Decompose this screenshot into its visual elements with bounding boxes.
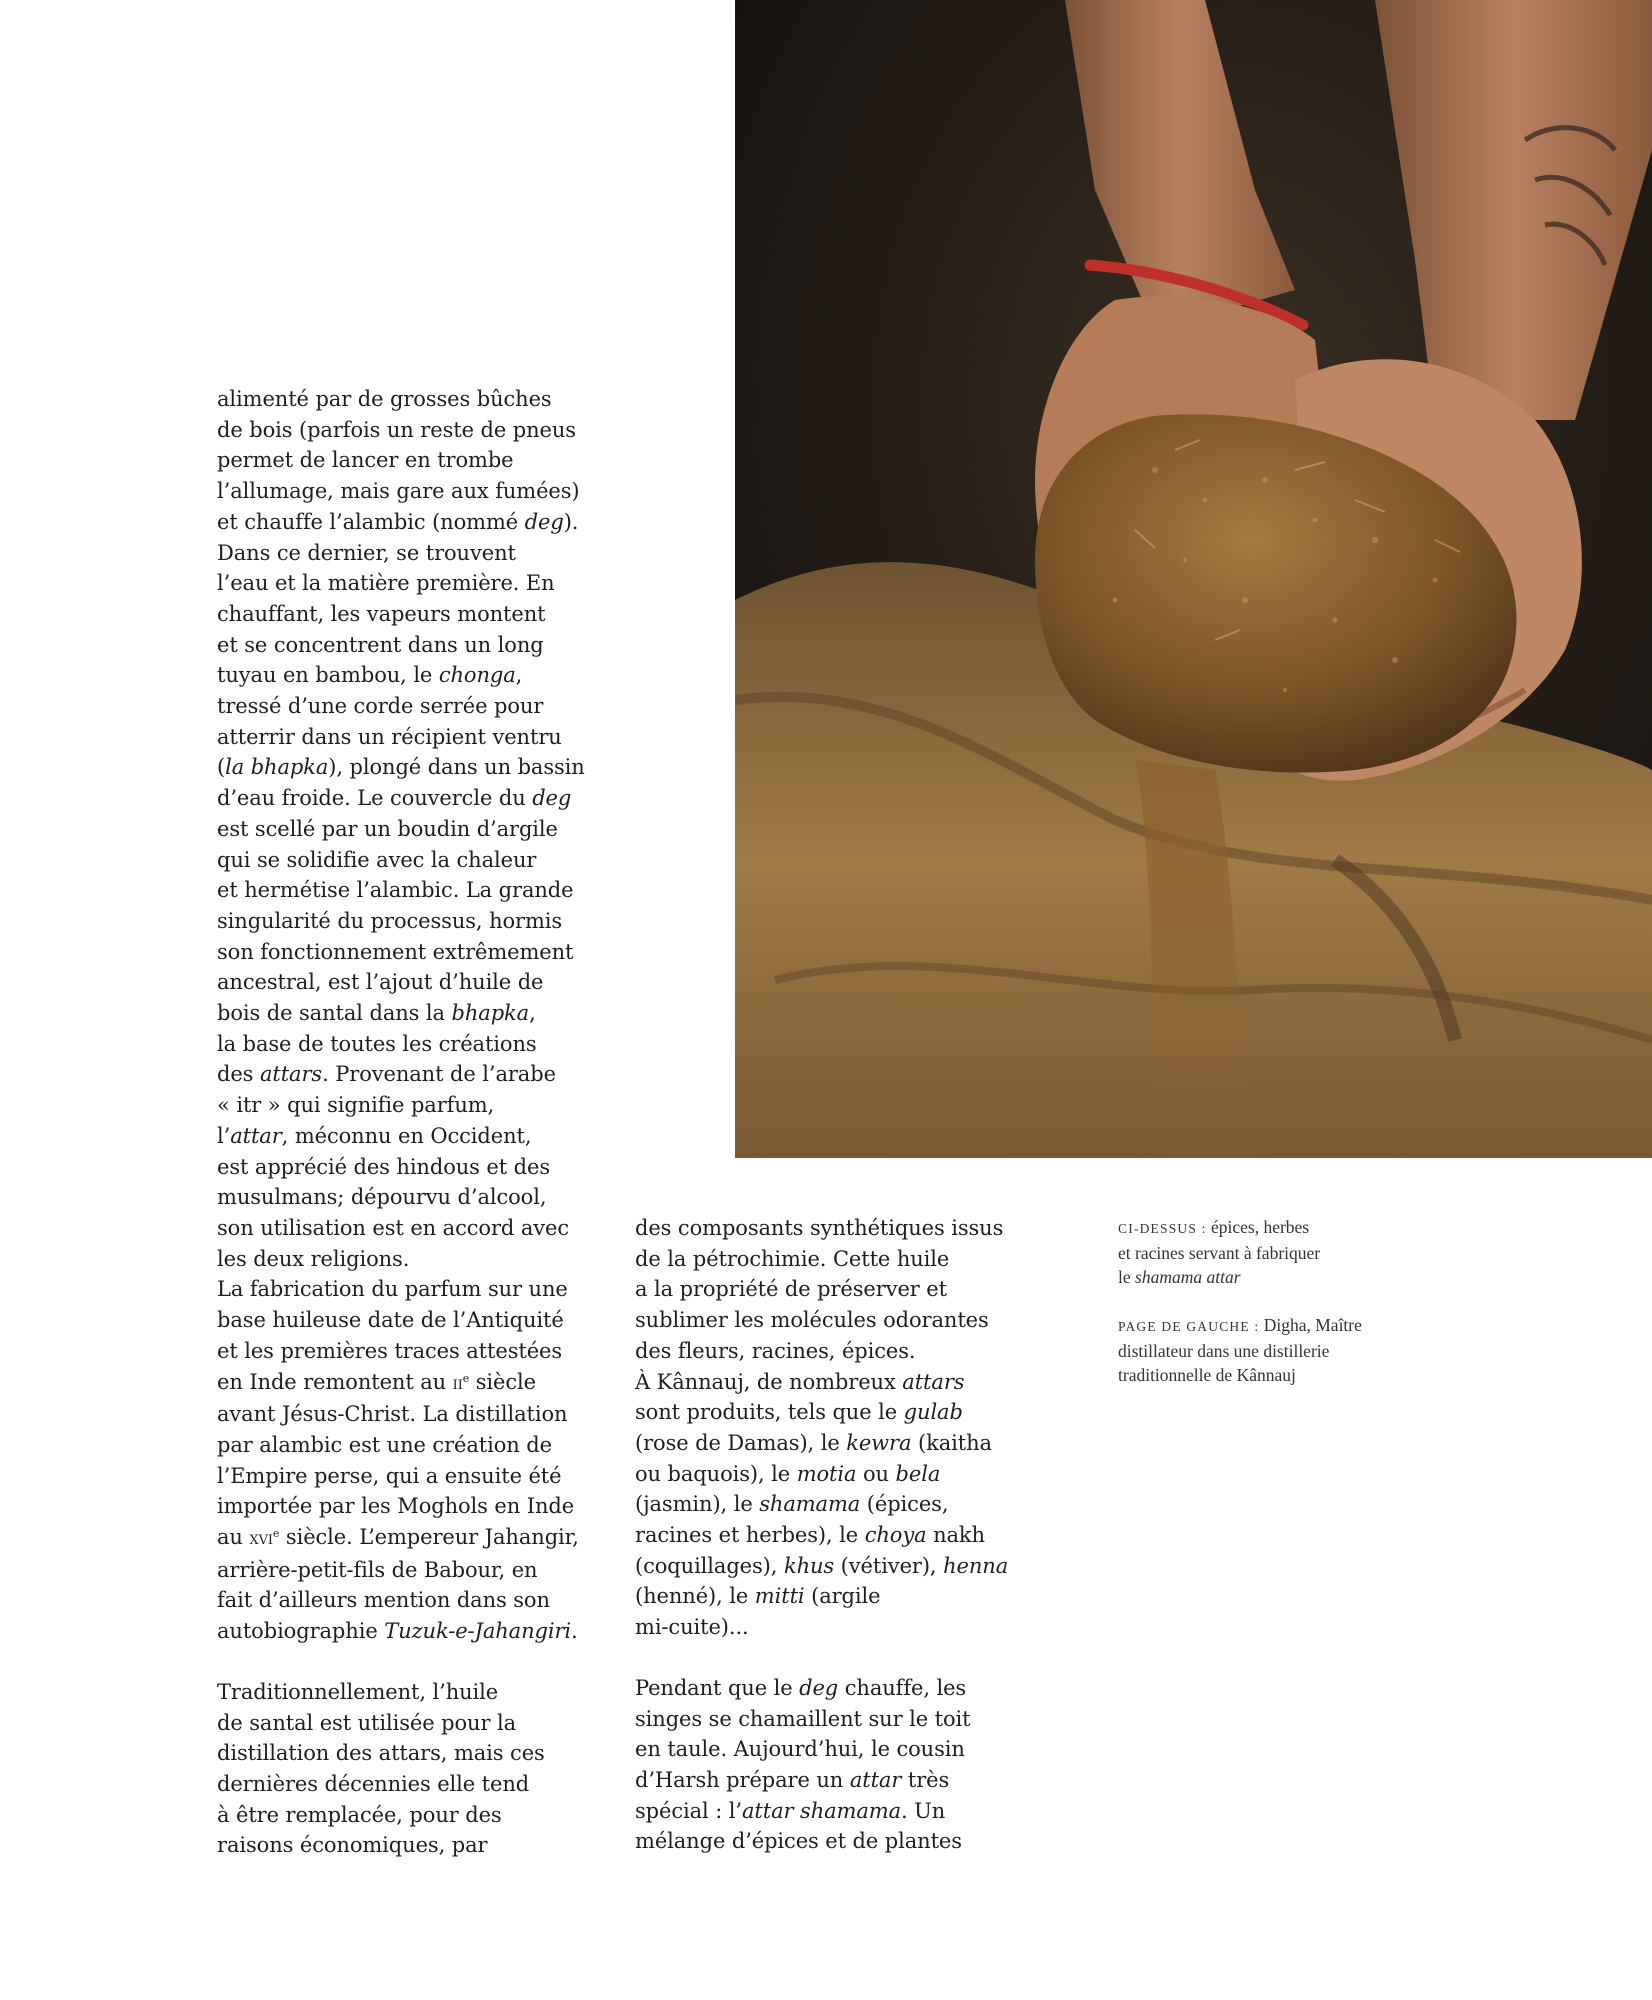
text-line — [217, 1029, 617, 1060]
text-line — [635, 1336, 1035, 1367]
text-run: ( — [217, 755, 226, 780]
italic-term: attar — [849, 1767, 902, 1792]
text-run: et hermétise l’alambic. La grande — [217, 878, 574, 903]
text-run: singes se chamaillent sur le toit — [635, 1706, 971, 1731]
article-column-2 — [635, 1213, 1035, 1857]
text-line — [217, 967, 617, 998]
caption-label: CI-DESSUS : — [1118, 1221, 1207, 1236]
text-run: épices, herbes — [1206, 1217, 1310, 1237]
text-line — [217, 476, 617, 507]
roman-numeral: ii — [452, 1372, 463, 1394]
italic-term: khus — [783, 1553, 835, 1578]
article-paragraph — [635, 1213, 1035, 1643]
text-run: bois de santal dans la — [217, 1001, 452, 1026]
text-run: de santal est utilisée pour la — [217, 1710, 517, 1735]
italic-term: attar — [230, 1123, 282, 1148]
text-run: tuyau en bambou, le — [217, 663, 439, 688]
text-run: spécial : l’ — [635, 1798, 742, 1823]
text-line — [217, 1769, 617, 1800]
text-line — [217, 783, 617, 814]
text-line — [217, 722, 617, 753]
text-line — [217, 1800, 617, 1831]
text-line — [635, 1581, 1035, 1612]
text-run: des fleurs, racines, épices. — [635, 1338, 916, 1363]
text-run: des composants synthétiques issus — [635, 1216, 1004, 1240]
text-run: et chauffe l’alambic (nommé — [217, 509, 525, 534]
text-run: nakh — [926, 1523, 985, 1548]
article-paragraph — [217, 1677, 617, 1861]
text-line — [217, 1830, 617, 1861]
text-line — [217, 384, 617, 415]
text-run: (épices, — [860, 1492, 949, 1517]
text-run: en taule. Aujourd’hui, le cousin — [635, 1737, 965, 1762]
text-line — [635, 1796, 1035, 1827]
text-line — [635, 1397, 1035, 1428]
text-run: par alambic est une création de — [217, 1432, 552, 1457]
text-run: de la pétrochimie. Cette huile — [635, 1246, 950, 1271]
text-line — [635, 1826, 1035, 1857]
text-line — [635, 1734, 1035, 1765]
text-run: . Un — [901, 1798, 946, 1823]
text-run: importée par les Moghols en Inde — [217, 1494, 575, 1519]
text-run: son utilisation est en accord avec — [217, 1215, 569, 1240]
caption-left-page — [1118, 1313, 1458, 1387]
superscript: e — [462, 1371, 470, 1385]
caption-line — [1118, 1313, 1458, 1339]
text-run: . — [571, 1619, 578, 1644]
italic-term: henna — [943, 1553, 1009, 1578]
text-line — [217, 415, 617, 446]
text-run: . Provenant de l’arabe — [322, 1062, 556, 1087]
italic-term: deg — [532, 786, 572, 811]
text-run: (argile — [804, 1584, 881, 1609]
text-line — [635, 1274, 1035, 1305]
text-line — [635, 1551, 1035, 1582]
text-line — [635, 1213, 1035, 1244]
text-run: la base de toutes les créations — [217, 1031, 537, 1056]
text-run: et les premières traces attestées — [217, 1338, 563, 1363]
text-line — [217, 875, 617, 906]
text-run: ou — [856, 1461, 896, 1486]
text-line — [217, 599, 617, 630]
text-run: traditionnelle de Kânnauj — [1118, 1365, 1296, 1385]
text-run: ), plongé dans un bassin — [328, 755, 585, 780]
text-line — [635, 1489, 1035, 1520]
text-line — [635, 1673, 1035, 1704]
text-line — [217, 538, 617, 569]
text-line — [217, 568, 617, 599]
text-run: sublimer les molécules odorantes — [635, 1308, 989, 1333]
text-run: l’ — [217, 1123, 231, 1148]
text-run: son fonctionnement extrêmement — [217, 939, 574, 964]
text-run: l’eau et la matière première. En — [217, 571, 555, 596]
text-run: est scellé par un boudin d’argile — [217, 816, 558, 841]
text-line — [635, 1459, 1035, 1490]
text-run: (henné), le — [635, 1584, 755, 1609]
text-line — [217, 1616, 617, 1647]
text-line — [217, 1430, 617, 1461]
text-run: est apprécié des hindous et des — [217, 1154, 551, 1179]
text-line — [217, 1121, 617, 1152]
text-run: mi-cuite)... — [635, 1615, 749, 1640]
text-run: ou baquois), le — [635, 1461, 797, 1486]
italic-term: attars — [902, 1369, 965, 1394]
article-paragraph — [217, 384, 617, 1647]
text-run: au — [217, 1525, 250, 1550]
text-run: l’Empire perse, qui a ensuite été — [217, 1463, 562, 1488]
text-line — [217, 752, 617, 783]
hands-holding-spice-powder-icon — [735, 0, 1652, 1158]
text-line — [635, 1612, 1035, 1643]
text-run: (jasmin), le — [635, 1492, 760, 1517]
text-line — [217, 445, 617, 476]
text-line — [217, 906, 617, 937]
italic-term: shamama attar — [1135, 1267, 1241, 1287]
spice-hands-photo — [735, 0, 1652, 1158]
italic-term: motia — [796, 1461, 857, 1486]
text-run: avant Jésus-Christ. La distillation — [217, 1402, 568, 1427]
caption-line — [1118, 1265, 1458, 1289]
text-run: tressé d’une corde serrée pour — [217, 694, 544, 719]
caption-line — [1118, 1215, 1458, 1241]
text-run: singularité du processus, hormis — [217, 908, 563, 933]
article-paragraph — [635, 1673, 1035, 1857]
text-run: distillation des attars, mais ces — [217, 1741, 545, 1766]
italic-term: attars — [259, 1062, 323, 1087]
italic-term: shamama — [759, 1492, 861, 1517]
text-line — [217, 1491, 617, 1522]
text-line — [217, 1336, 617, 1367]
text-line — [217, 1585, 617, 1616]
text-line — [217, 1059, 617, 1090]
text-run: , méconnu en Occident, — [281, 1123, 532, 1148]
text-run: chauffe, les — [838, 1675, 967, 1700]
italic-term: deg — [524, 509, 564, 534]
text-line — [217, 814, 617, 845]
text-run: chauffant, les vapeurs montent — [217, 601, 546, 626]
italic-term: mitti — [754, 1584, 805, 1609]
text-run: (vétiver), — [834, 1553, 944, 1578]
text-run: siècle — [469, 1369, 536, 1394]
text-run: À Kânnauj, de nombreux — [635, 1369, 903, 1394]
italic-term: kewra — [846, 1430, 912, 1455]
text-line — [217, 1274, 617, 1305]
caption-label: PAGE DE GAUCHE : — [1118, 1319, 1260, 1334]
text-line — [217, 1555, 617, 1586]
text-line — [217, 1090, 617, 1121]
text-line — [217, 507, 617, 538]
text-run: Digha, Maître — [1259, 1315, 1362, 1335]
text-line — [217, 691, 617, 722]
text-run: Pendant que le — [635, 1675, 800, 1700]
text-run: musulmans; dépourvu d’alcool, — [217, 1185, 547, 1210]
text-run: , — [529, 1001, 536, 1026]
text-line — [217, 1708, 617, 1739]
text-run: siècle. L’empereur Jahangir, — [279, 1525, 579, 1550]
italic-term: bhapka — [451, 1001, 530, 1026]
caption-line — [1118, 1241, 1458, 1265]
text-run: d’Harsh prépare un — [635, 1767, 850, 1792]
text-run: dernières décennies elle tend — [217, 1771, 530, 1796]
text-run: « itr » qui signifie parfum, — [217, 1093, 495, 1118]
text-run: arrière-petit-fils de Babour, en — [217, 1557, 538, 1582]
caption-line — [1118, 1339, 1458, 1363]
text-run: ). — [563, 509, 579, 534]
text-run: mélange d’épices et de plantes — [635, 1829, 962, 1854]
italic-term: deg — [799, 1675, 839, 1700]
text-line — [217, 998, 617, 1029]
text-run: distillateur dans une distillerie — [1118, 1341, 1330, 1361]
roman-numeral: xvi — [249, 1528, 273, 1550]
italic-term: choya — [864, 1523, 927, 1548]
text-line — [217, 1213, 617, 1244]
text-run: qui se solidifie avec la chaleur — [217, 847, 537, 872]
text-run: atterrir dans un récipient ventru — [217, 724, 562, 749]
text-run: Traditionnellement, l’huile — [217, 1679, 499, 1704]
text-run: en Inde remontent au — [217, 1369, 453, 1394]
text-run: fait d’ailleurs mention dans son — [217, 1588, 550, 1613]
text-line — [635, 1428, 1035, 1459]
text-run: permet de lancer en trombe — [217, 448, 514, 473]
text-run: alimenté par de grosses bûches — [217, 387, 552, 411]
italic-term: attar shamama — [741, 1798, 902, 1823]
text-run: base huileuse date de l’Antiquité — [217, 1308, 564, 1333]
text-line — [217, 845, 617, 876]
text-run: (kaitha — [911, 1430, 992, 1455]
text-run: le — [1118, 1267, 1136, 1287]
article-column-1 — [217, 384, 617, 1861]
text-line — [635, 1244, 1035, 1275]
text-run: (rose de Damas), le — [635, 1430, 847, 1455]
text-line — [635, 1305, 1035, 1336]
text-run: et se concentrent dans un long — [217, 632, 544, 657]
text-line — [217, 1305, 617, 1336]
text-run: les deux religions. — [217, 1246, 410, 1271]
italic-term: gulab — [903, 1400, 963, 1425]
text-line — [217, 660, 617, 691]
text-line — [217, 1367, 617, 1400]
text-line — [217, 1522, 617, 1555]
text-run: ancestral, est l’ajout d’huile de — [217, 970, 544, 995]
text-run: et racines servant à fabriquer — [1118, 1243, 1321, 1263]
caption-above — [1118, 1215, 1458, 1289]
text-run: d’eau froide. Le couvercle du — [217, 786, 533, 811]
photo-captions — [1118, 1215, 1458, 1411]
text-line — [635, 1367, 1035, 1398]
text-line — [217, 1152, 617, 1183]
text-line — [217, 1182, 617, 1213]
text-run: autobiographie — [217, 1619, 385, 1644]
text-line — [217, 1244, 617, 1275]
text-line — [217, 1677, 617, 1708]
text-line — [217, 1461, 617, 1492]
text-run: très — [901, 1767, 950, 1792]
text-run: sont produits, tels que le — [635, 1400, 904, 1425]
caption-line — [1118, 1363, 1458, 1387]
text-run: de bois (parfois un reste de pneus — [217, 417, 576, 442]
text-run: des — [217, 1062, 260, 1087]
text-run: à être remplacée, pour des — [217, 1802, 502, 1827]
text-run: raisons économiques, par — [217, 1833, 488, 1858]
italic-term: la bhapka — [225, 755, 329, 780]
text-line — [217, 630, 617, 661]
text-run: , — [515, 663, 523, 688]
text-run: Dans ce dernier, se trouvent — [217, 540, 516, 565]
text-run: (coquillages), — [635, 1553, 784, 1578]
superscript: e — [272, 1527, 280, 1541]
text-run: l’allumage, mais gare aux fumées) — [217, 479, 580, 504]
italic-term: Tuzuk-e-Jahangiri — [384, 1619, 572, 1644]
italic-term: bela — [895, 1461, 941, 1486]
text-run: racines et herbes), le — [635, 1523, 865, 1548]
text-line — [217, 1738, 617, 1769]
text-line — [217, 937, 617, 968]
text-line — [635, 1765, 1035, 1796]
text-run: La fabrication du parfum sur une — [217, 1277, 568, 1302]
text-line — [635, 1520, 1035, 1551]
text-line — [217, 1399, 617, 1430]
italic-term: chonga — [438, 663, 516, 688]
text-line — [635, 1704, 1035, 1735]
text-run: a la propriété de préserver et — [635, 1277, 947, 1302]
